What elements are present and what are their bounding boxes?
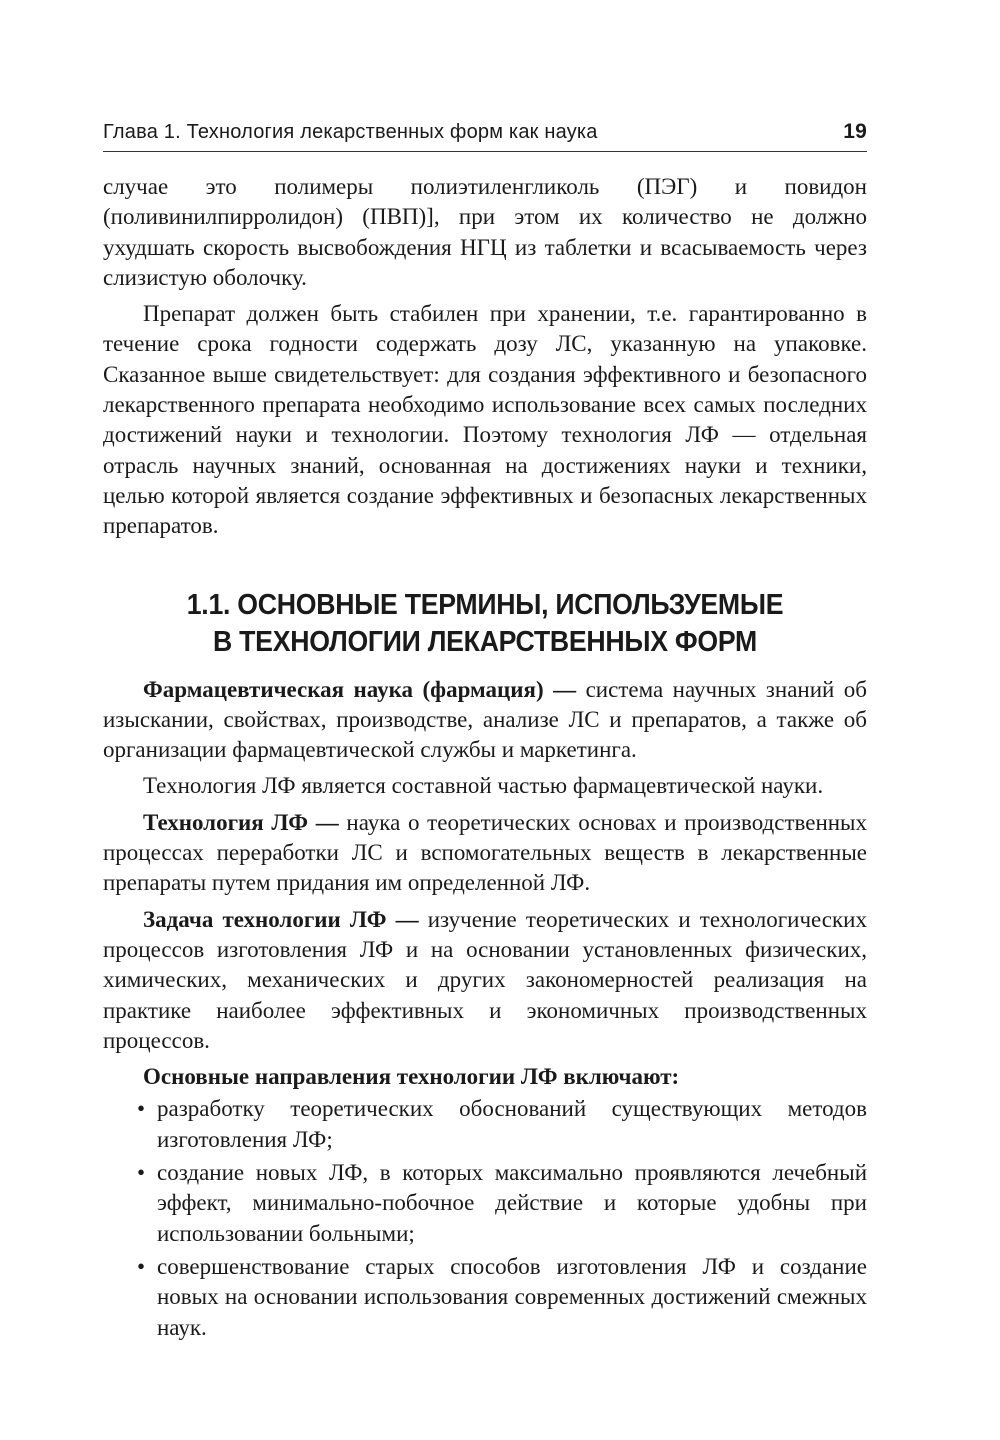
- definition-term: Задача технологии ЛФ —: [143, 906, 419, 932]
- running-header: [103, 120, 867, 152]
- list-item-text: разработку теоретических обоснований существующих методов изготовления ЛФ;: [157, 1096, 867, 1152]
- intro-paragraph-1: случае это полимеры полиэтиленгликоль (ПЭГ) и повидон (поливинилпирролидон) (ПВП)], при этом их количество не должно ухудшать скорость высвобождения НГЦ из таблетки и всасываемость через слизистую оболочку.: [103, 174, 867, 290]
- directions-list: [103, 1094, 867, 1342]
- section-heading: [134, 587, 837, 661]
- book-page: [103, 120, 867, 1346]
- list-item: [103, 1158, 867, 1249]
- definition-text: система научных знаний об изыскании, свойствах, производстве, анализе ЛС и препаратов, а также об организации фармацевтической службы и маркетинга.: [103, 676, 868, 763]
- definition-term: Технология ЛФ —: [143, 809, 339, 835]
- definition-term: Фармацевтическая наука (фармация) —: [143, 676, 577, 702]
- bullet-icon: •: [137, 1253, 146, 1279]
- section-heading-line-2: В ТЕХНОЛОГИИ ЛЕКАРСТВЕННЫХ ФОРМ: [213, 625, 757, 658]
- definition-text: наука о теоретических основах и производственных процессах переработки ЛС и вспомогательных веществ в лекарственные препараты путем придания им определенной ЛФ.: [103, 809, 868, 896]
- section-heading-line-1: 1.1. ОСНОВНЫЕ ТЕРМИНЫ, ИСПОЛЬЗУЕМЫЕ: [186, 588, 784, 621]
- definition-technology: [103, 808, 867, 899]
- intro-paragraph-2: Препарат должен быть стабилен при хранении, т.е. гарантированно в течение срока годности содержать дозу ЛС, указанную на упаковке. Сказанное выше свидетельствует: для создания эффективного и безопасного лекарственного препарата необходимо использование всех самых последних достижений науки и технологии. Поэтому технология ЛФ — отдельная отрасль научных знаний, основанная на достижениях науки и техники, целью которой является создание эффективных и безопасных лекарственных препаратов.: [103, 301, 867, 539]
- definition-task: [103, 905, 867, 1056]
- bullet-icon: •: [137, 1160, 146, 1186]
- definition-text: Технология ЛФ является составной частью фармацевтической науки.: [143, 773, 824, 799]
- list-item-text: совершенствование старых способов изготовления ЛФ и создание новых на основании использования современных достижений смежных наук.: [157, 1253, 867, 1340]
- definition-pharmacy: [103, 675, 867, 766]
- list-item: [103, 1094, 867, 1155]
- list-item: [103, 1252, 867, 1343]
- body-text: [103, 172, 867, 1343]
- chapter-title: Глава 1. Технология лекарственных форм как наука: [103, 121, 598, 143]
- page-number: 19: [843, 120, 867, 143]
- directions-heading: Основные направления технологии ЛФ включают:: [143, 1064, 680, 1090]
- list-item-text: создание новых ЛФ, в которых максимально проявляются лечебный эффект, минимально-побочное действие и которые удобны при использовании больными;: [157, 1160, 867, 1246]
- definition-part: [103, 771, 867, 801]
- bullet-icon: •: [137, 1096, 146, 1122]
- definition-text: изучение теоретических и технологических процессов изготовления ЛФ и на основании установленных физических, химических, механических и других закономерностей реализация на практике наиболее эффективных и экономичных производственных процессов.: [103, 906, 867, 1053]
